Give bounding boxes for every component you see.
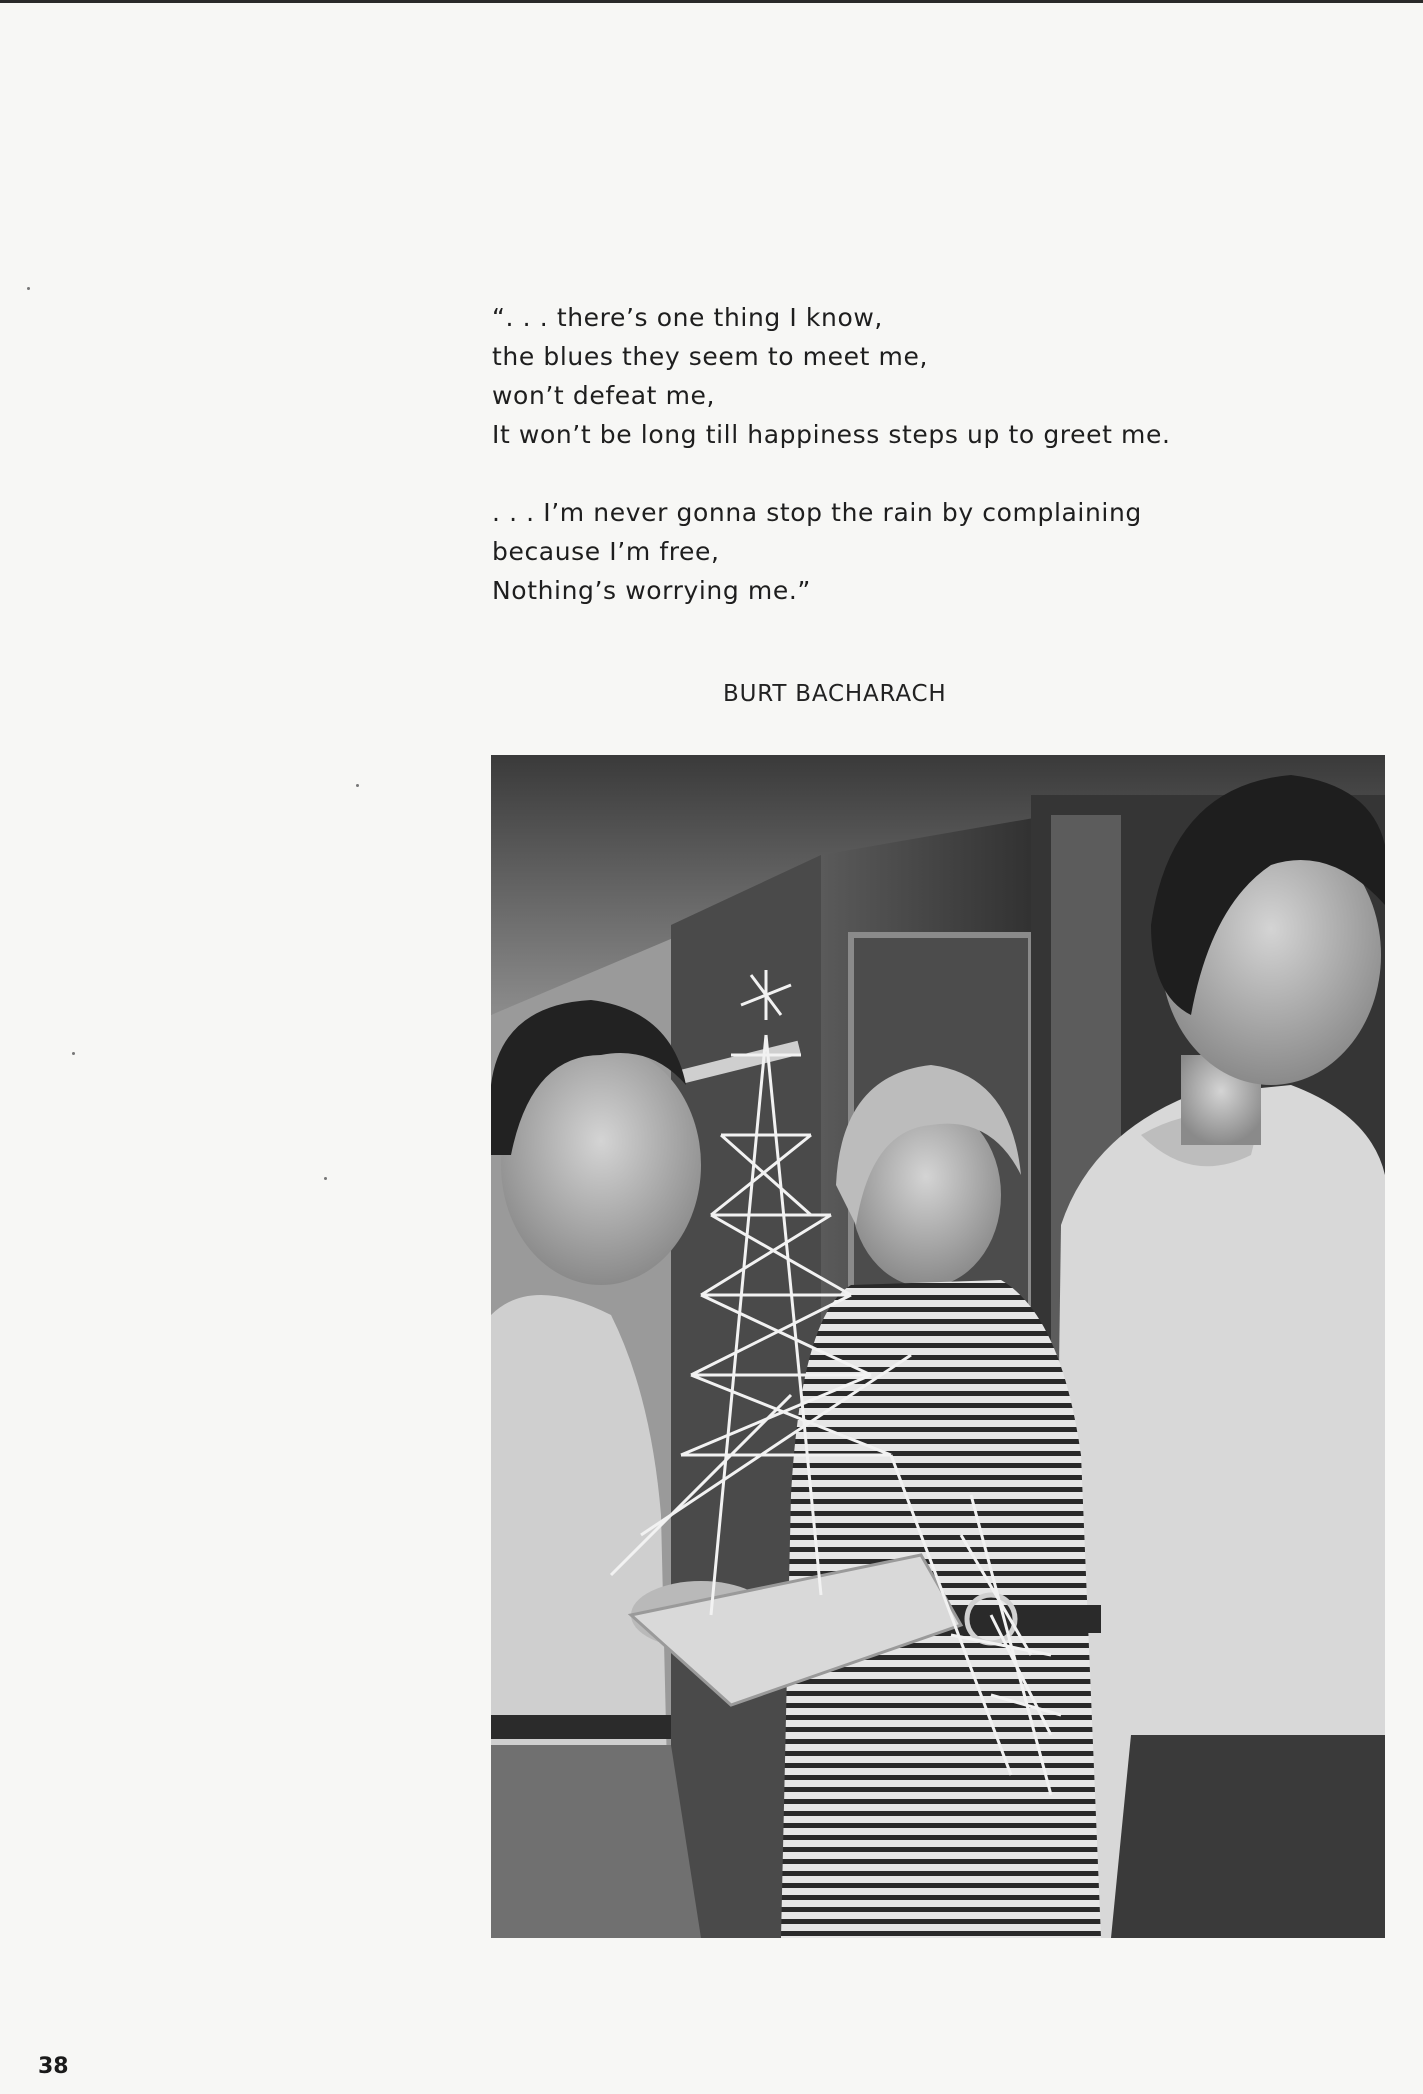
paper-speck — [27, 287, 30, 290]
quote-line: . . . I’m never gonna stop the rain by complaining — [492, 498, 1142, 527]
page-top-rule — [0, 0, 1423, 3]
quote-line: the blues they seem to meet me, — [492, 342, 929, 371]
quote-line: “. . . there’s one thing I know, — [492, 303, 883, 332]
paper-speck — [324, 1177, 327, 1180]
quote-line: because I’m free, — [492, 537, 720, 566]
paper-speck — [356, 784, 359, 787]
stanza-gap — [492, 454, 1212, 493]
song-lyric-quote — [492, 298, 1212, 610]
students-photo — [491, 755, 1385, 1938]
page-number: 38 — [38, 2054, 69, 2079]
photo-illustration — [491, 755, 1385, 1938]
quote-line: It won’t be long till happiness steps up to greet me. — [492, 420, 1171, 449]
paper-speck — [72, 1052, 75, 1055]
quote-line: Nothing’s worrying me.” — [492, 576, 811, 605]
quote-line: won’t defeat me, — [492, 381, 716, 410]
quote-attribution: BURT BACHARACH — [723, 681, 947, 707]
